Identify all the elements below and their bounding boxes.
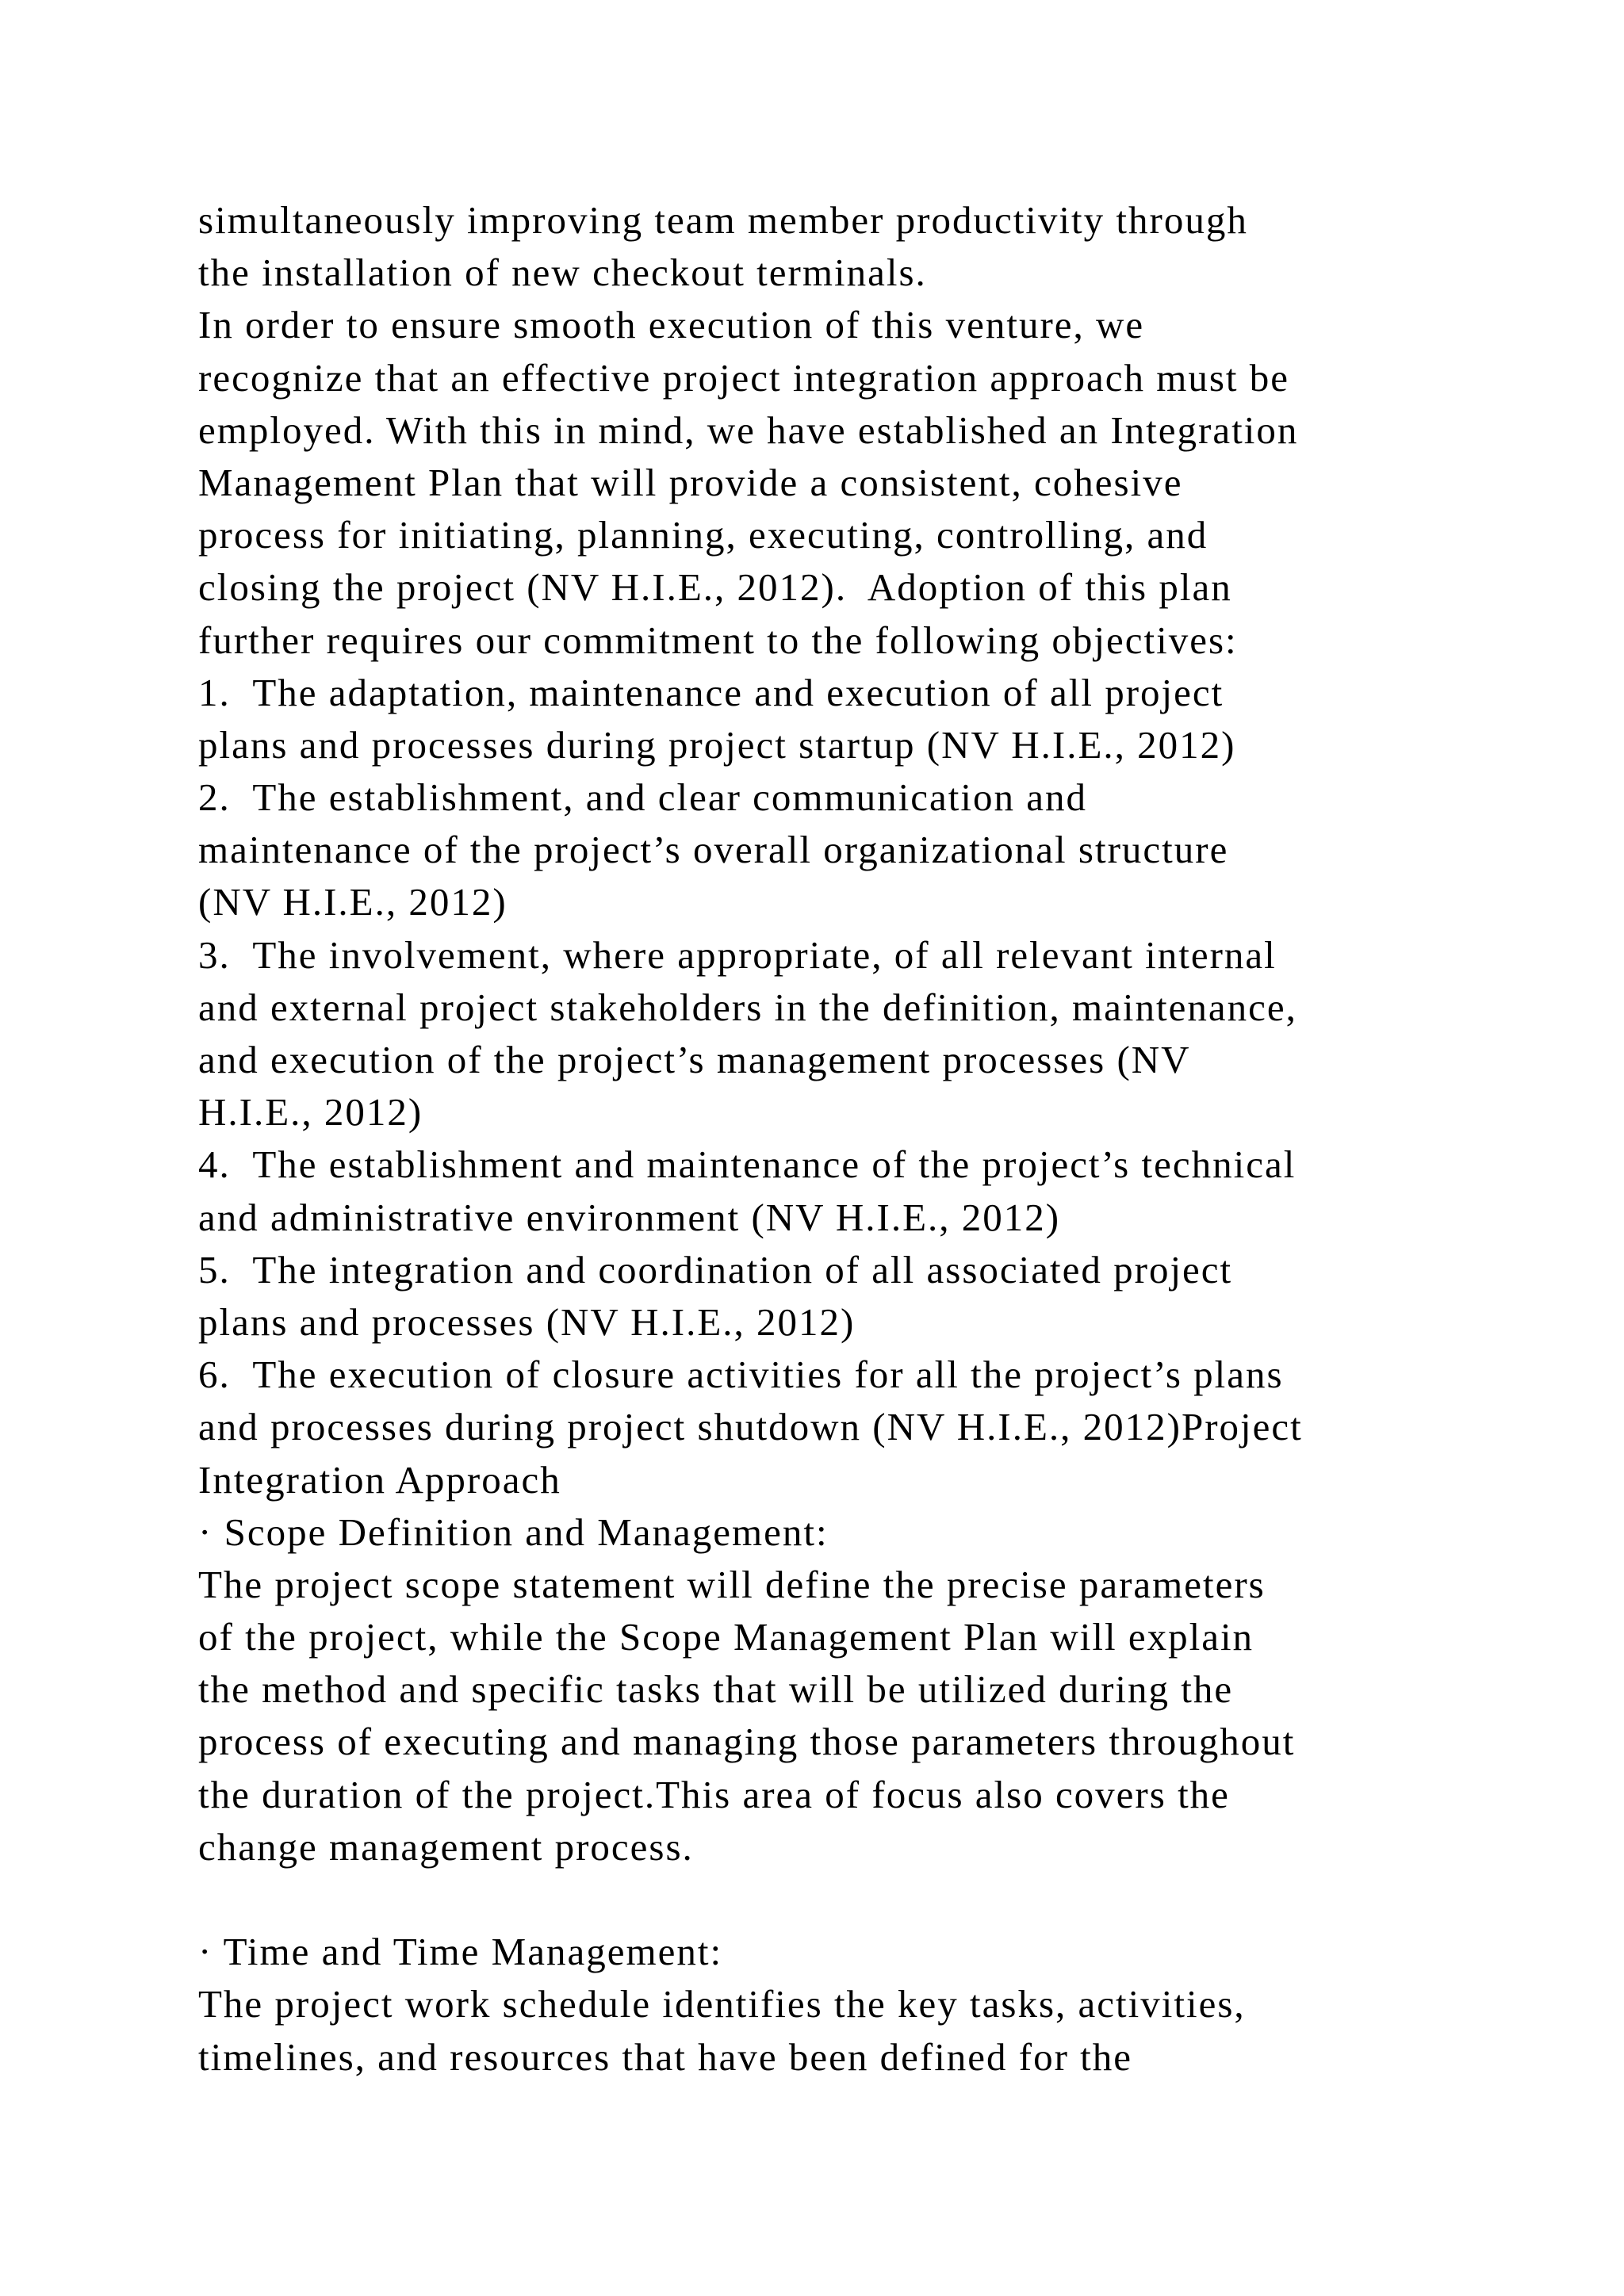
text-line: simultaneously improving team member productivity through bbox=[198, 198, 1248, 242]
text-line: employed. With this in mind, we have established an Integration bbox=[198, 408, 1299, 452]
list-item-5-line: 5. The integration and coordination of all associated project bbox=[198, 1247, 1233, 1292]
bullet-heading-scope: · Scope Definition and Management: bbox=[198, 1510, 829, 1554]
list-item-5-line: plans and processes (NV H.I.E., 2012) bbox=[198, 1299, 856, 1344]
text-line: process for initiating, planning, executing, controlling, and bbox=[198, 513, 1208, 557]
list-item-2-line: (NV H.I.E., 2012) bbox=[198, 880, 508, 924]
text-line: the duration of the project.This area of focus also covers the bbox=[198, 1772, 1230, 1816]
text-line: The project scope statement will define the precise parameters bbox=[198, 1562, 1266, 1606]
bullet-heading-time: · Time and Time Management: bbox=[198, 1930, 723, 1974]
list-item-1-line: plans and processes during project startup (NV H.I.E., 2012) bbox=[198, 722, 1236, 767]
list-item-3-line: H.I.E., 2012) bbox=[198, 1090, 423, 1135]
text-line: the installation of new checkout terminals. bbox=[198, 251, 927, 295]
list-item-6-line: and processes during project shutdown (NV H.I.E., 2012)Project bbox=[198, 1405, 1303, 1449]
text-line: of the project, while the Scope Management Plan will explain bbox=[198, 1615, 1254, 1659]
list-item-3-line: and external project stakeholders in the definition, maintenance, bbox=[198, 985, 1297, 1029]
section-heading-line: Integration Approach bbox=[198, 1457, 561, 1502]
text-line: Management Plan that will provide a consistent, cohesive bbox=[198, 460, 1183, 504]
list-item-3-line: and execution of the project’s management processes (NV bbox=[198, 1038, 1191, 1081]
text-line: process of executing and managing those parameters throughout bbox=[198, 1720, 1296, 1764]
list-item-2-line: maintenance of the project’s overall organizational structure bbox=[198, 828, 1229, 872]
text-line: recognize that an effective project integration approach must be bbox=[198, 355, 1290, 400]
list-item-1-line: 1. The adaptation, maintenance and execution of all project bbox=[198, 670, 1224, 714]
blank-line bbox=[198, 1873, 1467, 1926]
list-item-6-line: 6. The execution of closure activities for all the project’s plans bbox=[198, 1353, 1284, 1397]
text-line: change management process. bbox=[198, 1824, 694, 1869]
list-item-4-line: and administrative environment (NV H.I.E., 2012) bbox=[198, 1195, 1061, 1239]
text-line: closing the project (NV H.I.E., 2012). Adoption of this plan bbox=[198, 565, 1232, 610]
document-body bbox=[198, 194, 1467, 2084]
text-line: In order to ensure smooth execution of this venture, we bbox=[198, 303, 1145, 347]
text-line: The project work schedule identifies the key tasks, activities, bbox=[198, 1982, 1246, 2026]
text-line: the method and specific tasks that will be utilized during the bbox=[198, 1667, 1234, 1712]
list-item-4-line: 4. The establishment and maintenance of the project’s technical bbox=[198, 1142, 1297, 1187]
list-item-2-line: 2. The establishment, and clear communication and bbox=[198, 775, 1087, 820]
text-line: timelines, and resources that have been defined for the bbox=[198, 2034, 1133, 2079]
list-item-3-line: 3. The involvement, where appropriate, of all relevant internal bbox=[198, 932, 1277, 977]
text-line: further requires our commitment to the following objectives: bbox=[198, 618, 1238, 662]
